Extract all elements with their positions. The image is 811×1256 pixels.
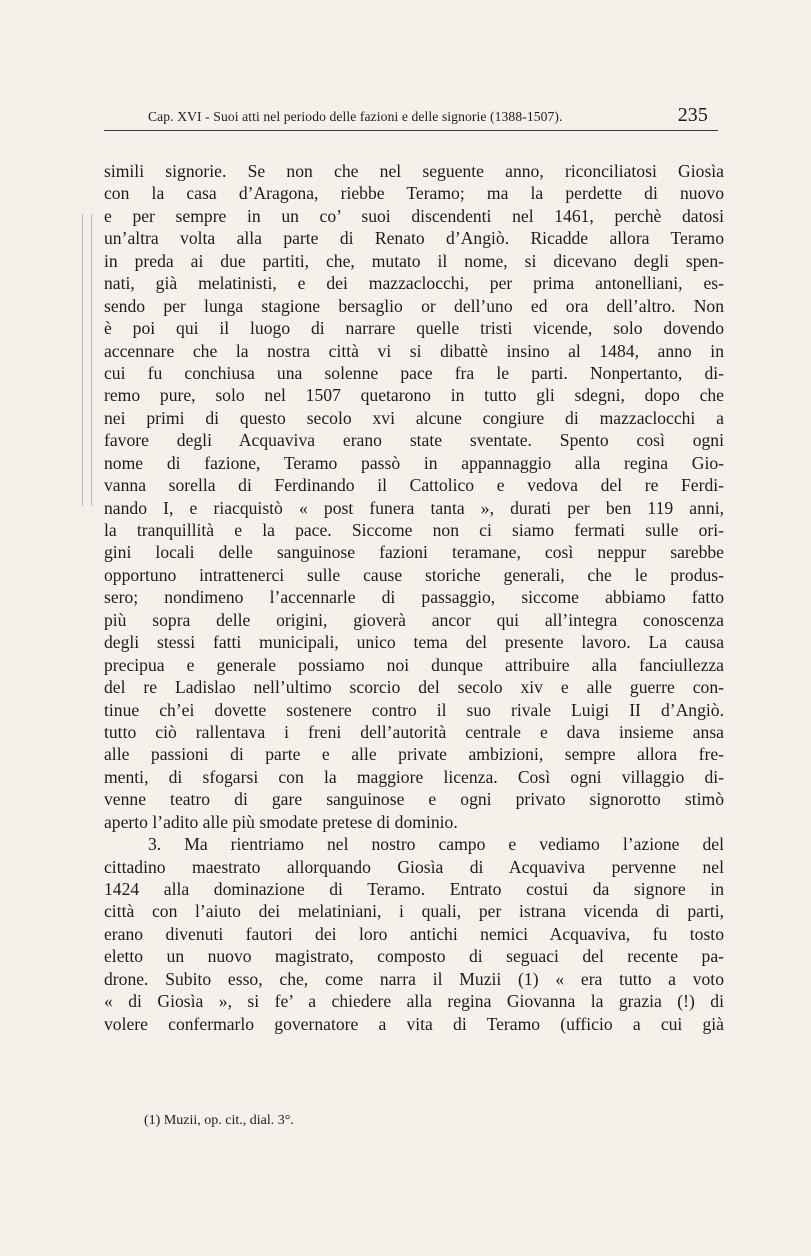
text-line: del re Ladislao nell’ultimo scorcio del secolo xiv e alle guerre con- (104, 677, 724, 698)
text-line: tutto ciò rallentava i freni dell’autorità centrale e dava insieme ansa (104, 721, 724, 742)
text-line: drone. Subito esso, che, come narra il Muzii (1) « era tutto a voto (104, 968, 724, 989)
text-line: alle passioni di parte e alle private ambizioni, sempre allora fre- (104, 744, 724, 765)
text-line: eletto un nuovo magistrato, composto di seguaci del recente pa- (104, 946, 724, 967)
text-line: vanna sorella di Ferdinando il Cattolico e vedova del re Ferdi- (104, 475, 724, 496)
text-line: degli stessi fatti municipali, unico tema del presente lavoro. La causa (104, 632, 724, 653)
text-line: accennare che la nostra città vi si dibattè insino al 1484, anno in (104, 340, 724, 361)
text-line: nando I, e riacquistò « post funera tanta », durati per ben 119 anni, (104, 497, 724, 518)
text-line: favore degli Acquaviva erano state sventate. Spento così ogni (104, 430, 724, 451)
text-line: simili signorie. Se non che nel seguente anno, riconciliatosi Giosìa (104, 161, 724, 181)
body-text (104, 160, 724, 1035)
text-line: venne teatro di gare sanguinose e ogni privato signorotto stimò (104, 789, 724, 810)
running-title: Cap. XVI - Suoi atti nel periodo delle fazioni e delle signorie (1388-1507). (148, 109, 563, 124)
header-rule (104, 130, 718, 131)
text-line: nome di fazione, Teramo passò in appannaggio alla regina Gio- (104, 452, 724, 473)
text-line: sero; nondimeno l’accennarle di passaggio, siccome abbiamo fatto (104, 587, 724, 608)
text-line: sendo per lunga stagione bersaglio or dell’uno ed ora dell’altro. Non (104, 295, 724, 316)
text-line: menti, di sfogarsi con la maggiore licenza. Così ogni villaggio di- (104, 766, 724, 787)
text-line: in preda ai due partiti, che, mutato il nome, si dicevano degli spen- (104, 250, 724, 271)
text-line: opportuno intrattenerci sulle cause storiche generali, che le produs- (104, 564, 724, 585)
text-line: « di Giosìa », si fe’ a chiedere alla regina Giovanna la grazia (!) di (104, 991, 724, 1012)
text-line: nei primi di questo secolo xvi alcune congiure di mazzaclocchi a (104, 407, 724, 428)
text-line: gini locali delle sanguinose fazioni teramane, così neppur sarebbe (104, 542, 724, 563)
running-header (148, 104, 708, 127)
text-line: città con l’aiuto dei melatiniani, i quali, per istrana vicenda di parti, (104, 901, 724, 922)
text-line: più sopra delle origini, gioverà ancor qui all’integra conoscenza (104, 609, 724, 630)
text-line: tinue ch’ei dovette sostenere contro il suo rivale Luigi II d’Angiò. (104, 699, 724, 720)
margin-pencil-mark (82, 214, 92, 506)
page-number: 235 (677, 104, 708, 126)
text-line: un’altra volta alla parte di Renato d’Angiò. Ricadde allora Teramo (104, 228, 724, 249)
footnote: (1) Muzii, op. cit., dial. 3°. (144, 1113, 294, 1128)
text-line: con la casa d’Aragona, riebbe Teramo; ma la perdette di nuovo (104, 183, 724, 204)
text-line: è poi qui il luogo di narrare quelle tristi vicende, solo dovendo (104, 318, 724, 339)
text-line: aperto l’adito alle più smodate pretese di dominio. (104, 811, 458, 832)
text-line: e per sempre in un co’ suoi discendenti nel 1461, perchè datosi (104, 205, 724, 226)
text-line: volere confermarlo governatore a vita di Teramo (ufficio a cui già (104, 1013, 724, 1034)
text-line: erano divenuti fautori dei loro antichi nemici Acquaviva, fu tosto (104, 923, 724, 944)
text-line: cui fu conchiusa una solenne pace fra le parti. Nonpertanto, di- (104, 362, 724, 383)
text-line: 3. Ma rientriamo nel nostro campo e vediamo l’azione del (148, 834, 724, 855)
text-line: la tranquillità e la pace. Siccome non ci siamo fermati sulle ori- (104, 520, 724, 540)
text-line: cittadino maestrato allorquando Giosìa di Acquaviva pervenne nel (104, 856, 724, 877)
text-line: nati, già melatinisti, e dei mazzaclocchi, per prima antonelliani, es- (104, 273, 724, 294)
text-line: precipua e generale possiamo noi dunque attribuire alla fanciullezza (104, 654, 724, 675)
text-line: remo pure, solo nel 1507 quetarono in tutto gli sdegni, dopo che (104, 385, 724, 406)
text-line: 1424 alla dominazione di Teramo. Entrato costui da signore in (104, 879, 724, 899)
